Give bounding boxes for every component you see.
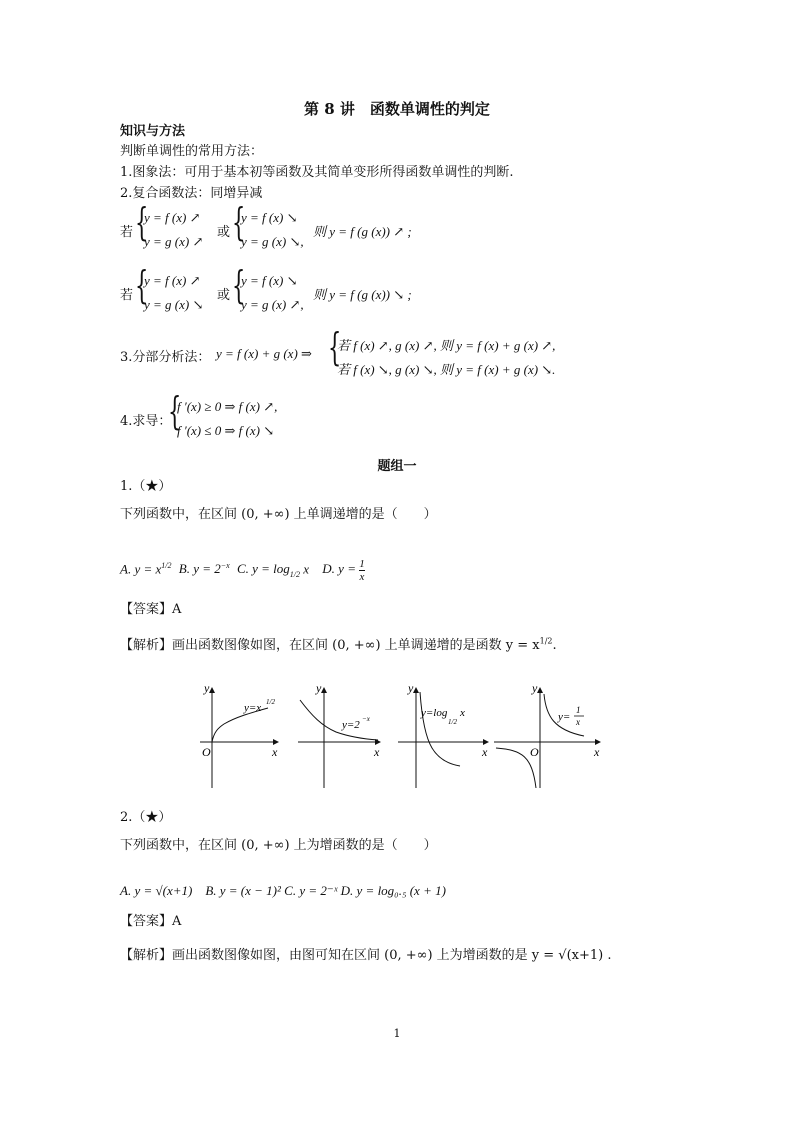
q2-number: 2.（★） xyxy=(120,810,172,825)
page-number: 1 xyxy=(393,1027,401,1040)
q2-stem: 下列函数中，在区间 (0, +∞) 上为增函数的是（ ） xyxy=(120,838,437,853)
y-label: y xyxy=(532,681,538,695)
q1-answer: 【答案】A xyxy=(120,602,182,617)
y-label: y xyxy=(408,681,414,695)
rule-2-b1: y = f (x) ↘ xyxy=(241,273,298,288)
method-4-case-2: f ′(x) ≤ 0 ⇒ f (x) ↘ xyxy=(177,423,275,438)
q1-option-b: B. y = 2 xyxy=(178,561,221,577)
q1-option-d: D. y = xyxy=(322,561,356,577)
rule-1-b2: y = g (x) ↘, xyxy=(241,234,304,249)
curve-label-exponent: 1/2 xyxy=(266,698,275,706)
method-1: 1.图象法：可用于基本初等函数及其简单变形所得函数单调性的判断. xyxy=(120,165,514,180)
left-brace: { xyxy=(135,200,149,244)
method-3-case-2: 若 f (x) ↘, g (x) ↘, 则 y = f (x) + g (x) ↘. xyxy=(337,362,556,377)
rule-2-then: 则 y = f (g (x)) ↘ ; xyxy=(313,287,412,302)
curve-label-exponent: −x xyxy=(362,715,370,723)
intro-text: 判断单调性的常用方法： xyxy=(120,144,264,159)
page-title: 第 8 讲 函数单调性的判定 xyxy=(304,100,490,118)
curve-label: y=log xyxy=(421,707,448,719)
q1-option-a: A. y = x xyxy=(120,561,162,577)
method-3-expr: y = f (x) + g (x) ⇒ xyxy=(216,346,312,361)
left-brace: { xyxy=(232,200,246,244)
rule-2-a2: y = g (x) ↘ xyxy=(144,297,204,312)
method-3-label: 3.分部分析法： xyxy=(120,350,211,365)
x-label: x xyxy=(272,745,278,759)
graph-sqrt xyxy=(200,681,278,788)
graph-reciprocal xyxy=(494,681,600,788)
q1-option-c: C. y = log xyxy=(236,561,290,577)
curve xyxy=(420,692,460,766)
left-brace: { xyxy=(135,263,149,307)
curve-label: y=x xyxy=(244,702,262,714)
curve-label-denominator: x xyxy=(576,717,580,727)
rule-1-a2: y = g (x) ↗ xyxy=(144,234,204,249)
curve-label-base: 1/2 xyxy=(448,718,457,726)
graph-exp-decay xyxy=(298,681,380,788)
origin-label: O xyxy=(530,745,539,759)
method-4-case-1: f ′(x) ≥ 0 ⇒ f (x) ↗, xyxy=(177,399,278,414)
rule-2-a1: y = f (x) ↗ xyxy=(144,273,201,288)
q2-analysis: 【解析】画出函数图像如图，由图可知在区间 (0, +∞) 上为增函数的是 y = √(x+1) . xyxy=(120,948,612,963)
left-brace: { xyxy=(328,325,342,369)
y-label: y xyxy=(204,681,210,695)
rule-2-or: 或 xyxy=(217,288,231,303)
curve-label-numerator: 1 xyxy=(576,705,581,715)
graph-log xyxy=(398,681,488,788)
section-heading: 知识与方法 xyxy=(120,124,186,139)
q2-options: A. y = √(x+1) B. y = (x − 1)² C. y = 2⁻ˣ D. y = log₀.₅ (x + 1) xyxy=(120,883,446,898)
q1-stem: 下列函数中，在区间 (0, +∞) 上单调递增的是（ ） xyxy=(120,507,437,522)
rule-1-then: 则 y = f (g (x)) ↗ ; xyxy=(313,224,412,239)
q1-number: 1.（★） xyxy=(120,479,172,494)
rule-1-b1: y = f (x) ↘ xyxy=(241,210,298,225)
fraction: $\frac{1}{x}$ xyxy=(359,558,365,583)
x-label: x xyxy=(482,745,488,759)
curve-label: y=2 xyxy=(342,719,360,731)
q1-analysis: 【解析】画出函数图像如图，在区间 (0, +∞) 上单调递增的是函数 $y = x^{1/2}$. xyxy=(120,636,557,653)
left-brace: { xyxy=(168,389,182,433)
q1-options: A. $y = x^{1/2}$ B. $y = 2^{-x}$ C. $y = \log_{1/2} x$ D. y = $\frac{1}{x}$ xyxy=(120,558,365,583)
rule-1-prefix: 若 xyxy=(120,225,134,240)
method-2: 2.复合函数法：同增异减 xyxy=(120,186,263,201)
curve-label: y= xyxy=(558,711,571,723)
curve-label-tail: x xyxy=(460,707,465,719)
method-4-label: 4.求导： xyxy=(120,414,172,429)
x-label: x xyxy=(594,745,600,759)
rule-1-or: 或 xyxy=(217,225,231,240)
y-label: y xyxy=(316,681,322,695)
left-brace: { xyxy=(232,263,246,307)
group-title: 题组一 xyxy=(377,459,417,474)
method-3-case-1: 若 f (x) ↗, g (x) ↗, 则 y = f (x) + g (x) ↗, xyxy=(337,338,556,353)
origin-label: O xyxy=(202,745,211,759)
q1-function-graphs xyxy=(190,680,610,792)
x-label: x xyxy=(374,745,380,759)
rule-2-prefix: 若 xyxy=(120,288,134,303)
rule-2-b2: y = g (x) ↗, xyxy=(241,297,304,312)
q2-answer: 【答案】A xyxy=(120,914,182,929)
rule-1-a1: y = f (x) ↗ xyxy=(144,210,201,225)
